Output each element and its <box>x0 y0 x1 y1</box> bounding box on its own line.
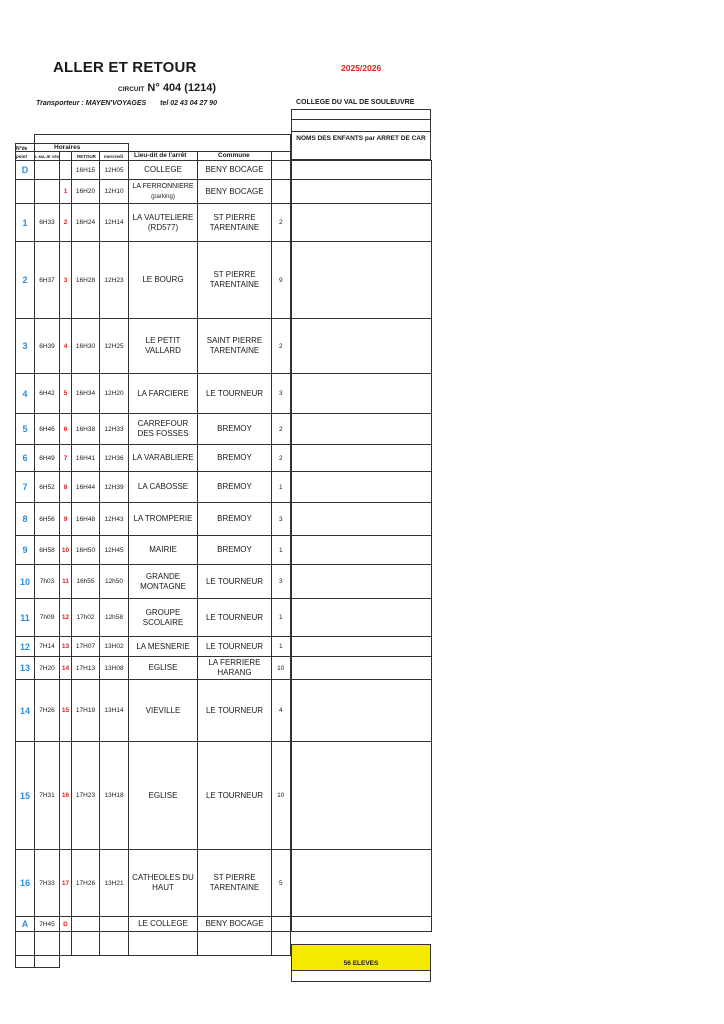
table-row <box>16 742 432 850</box>
order-number: 15 <box>60 680 72 742</box>
stop-number: 7 <box>16 472 35 503</box>
retour-time: 16H48 <box>72 503 100 536</box>
mercredi-time: 12H39 <box>100 472 129 503</box>
mercredi-time: 12H23 <box>100 242 129 319</box>
student-names <box>291 161 432 180</box>
aller-time: 7h03 <box>35 565 60 599</box>
empty-cell <box>100 956 129 968</box>
table-row <box>16 319 432 374</box>
mercredi-time: 13H21 <box>100 850 129 917</box>
table-row <box>16 472 432 503</box>
student-count: 10 <box>272 742 291 850</box>
empty-cell <box>72 956 100 968</box>
stop-location: LE BOURG <box>129 242 198 319</box>
commune: LE TOURNEUR <box>198 680 272 742</box>
mercredi-time: 12H05 <box>100 161 129 180</box>
commune: BENY BOCAGE <box>198 161 272 180</box>
stop-location: CATHEOLES DU HAUT <box>129 850 198 917</box>
table-row <box>16 536 432 565</box>
order-number: 11 <box>60 565 72 599</box>
aller-time: 6H56 <box>35 503 60 536</box>
commune: BREMOY <box>198 414 272 445</box>
student-names <box>291 319 432 374</box>
student-count: 1 <box>272 472 291 503</box>
mercredi-time: 12H14 <box>100 204 129 242</box>
students-bottom-box <box>291 971 431 982</box>
student-names <box>291 680 432 742</box>
stop-number: 11 <box>16 599 35 637</box>
stop-location: MAIRIE <box>129 536 198 565</box>
student-count: 4 <box>272 680 291 742</box>
empty-cell <box>60 932 72 956</box>
stop-location: COLLEGE <box>129 161 198 180</box>
aller-time: 6H33 <box>35 204 60 242</box>
aller-time: 7H20 <box>35 657 60 680</box>
mercredi-time: 13H18 <box>100 742 129 850</box>
col-mercredi: mercredi <box>104 154 124 159</box>
student-names <box>291 472 432 503</box>
student-count: 2 <box>272 204 291 242</box>
stop-location: GRANDE MONTAGNE <box>129 565 198 599</box>
student-count: 2 <box>272 445 291 472</box>
commune: LE TOURNEUR <box>198 742 272 850</box>
mercredi-time <box>100 917 129 932</box>
mercredi-time: 13H14 <box>100 680 129 742</box>
order-number: 14 <box>60 657 72 680</box>
student-names <box>291 637 432 657</box>
student-count: 1 <box>272 536 291 565</box>
mercredi-time: 12H45 <box>100 536 129 565</box>
student-count: 2 <box>272 319 291 374</box>
commune: ST PIERRE TARENTAINE <box>198 242 272 319</box>
aller-time: 6H52 <box>35 472 60 503</box>
college-name: COLLEGE DU VAL DE SOULEUVRE <box>296 99 415 106</box>
retour-time: 16H15 <box>72 161 100 180</box>
table-row <box>16 917 432 932</box>
order-number <box>60 161 72 180</box>
student-names <box>291 565 432 599</box>
student-names <box>291 204 432 242</box>
retour-time: 16H24 <box>72 204 100 242</box>
order-number: 1 <box>60 180 72 204</box>
document-title: ALLER ET RETOUR <box>53 59 197 76</box>
retour-time: 16H34 <box>72 374 100 414</box>
commune: SAINT PIERRE TARENTAINE <box>198 319 272 374</box>
col-lieu: Lieu-dit de l'arrêt <box>134 152 187 159</box>
empty-cell <box>72 932 100 956</box>
order-number: 8 <box>60 472 72 503</box>
empty-cell <box>198 956 272 968</box>
student-count <box>272 917 291 932</box>
stop-number: 14 <box>16 680 35 742</box>
transporter-phone: tel 02 43 04 27 90 <box>160 100 217 107</box>
retour-time: 17H23 <box>72 742 100 850</box>
students-header: NOMS DES ENFANTS par ARRET DE CAR <box>291 132 431 160</box>
mercredi-time: 12H10 <box>100 180 129 204</box>
retour-time: 16H20 <box>72 180 100 204</box>
stop-location: VIEVILLE <box>129 680 198 742</box>
student-count: 1 <box>272 637 291 657</box>
student-names <box>291 503 432 536</box>
student-count: 9 <box>272 242 291 319</box>
stop-number: 9 <box>16 536 35 565</box>
stop-number: A <box>16 917 35 932</box>
student-names <box>291 657 432 680</box>
col-no-sub: point <box>16 154 27 159</box>
circuit-prefix: CIRCUIT <box>118 86 145 93</box>
empty-cell <box>60 956 72 968</box>
student-names <box>291 180 432 204</box>
retour-time: 17H07 <box>72 637 100 657</box>
stop-location-detail: (parking) <box>151 193 175 200</box>
stop-number: 10 <box>16 565 35 599</box>
table-row <box>16 565 432 599</box>
retour-time: 16h55 <box>72 565 100 599</box>
student-names <box>291 242 432 319</box>
student-count: 2 <box>272 414 291 445</box>
table-row <box>16 242 432 319</box>
aller-time: 7H45 <box>35 917 60 932</box>
stop-number: 2 <box>16 242 35 319</box>
stop-location: CARREFOUR DES FOSSES <box>129 414 198 445</box>
commune: LA FERRIERE HARANG <box>198 657 272 680</box>
table-row <box>16 161 432 180</box>
empty-cell <box>129 932 198 956</box>
order-number: 10 <box>60 536 72 565</box>
commune: BREMOY <box>198 536 272 565</box>
table-row <box>16 850 432 917</box>
mercredi-time: 12H20 <box>100 374 129 414</box>
table-row <box>16 180 432 204</box>
stop-number: 6 <box>16 445 35 472</box>
retour-time: 17H19 <box>72 680 100 742</box>
header-lieu-edge <box>128 143 129 161</box>
retour-time: 16H41 <box>72 445 100 472</box>
retour-time: 16H38 <box>72 414 100 445</box>
students-top-box-2 <box>291 120 431 132</box>
header-top-line <box>35 134 291 135</box>
transporter-name: Transporteur : MAYEN'VOYAGES <box>36 100 147 107</box>
circuit-number <box>118 82 216 94</box>
stop-location: EGLISE <box>129 657 198 680</box>
stop-location: LE PETIT VALLARD <box>129 319 198 374</box>
stop-number <box>16 180 35 204</box>
student-names <box>291 414 432 445</box>
student-names <box>291 536 432 565</box>
aller-time: 6H39 <box>35 319 60 374</box>
commune: LE TOURNEUR <box>198 374 272 414</box>
aller-time <box>35 180 60 204</box>
commune: BREMOY <box>198 503 272 536</box>
aller-time <box>35 161 60 180</box>
student-count: 1 <box>272 599 291 637</box>
empty-cell <box>100 932 129 956</box>
stop-location: LA MESNERIE <box>129 637 198 657</box>
table-row-empty <box>16 932 432 956</box>
table-row <box>16 680 432 742</box>
school-year: 2025/2026 <box>341 63 382 73</box>
col-retour: RETOUR <box>77 154 96 159</box>
mercredi-time: 13H02 <box>100 637 129 657</box>
table-row <box>16 503 432 536</box>
order-number: 5 <box>60 374 72 414</box>
table-row <box>16 599 432 637</box>
student-count <box>272 161 291 180</box>
stop-number: 3 <box>16 319 35 374</box>
empty-cell <box>35 932 60 956</box>
empty-cell <box>272 932 291 956</box>
order-number: 7 <box>60 445 72 472</box>
aller-time: 6H37 <box>35 242 60 319</box>
commune: LE TOURNEUR <box>198 565 272 599</box>
student-count: 3 <box>272 503 291 536</box>
commune: LE TOURNEUR <box>198 599 272 637</box>
col-horaires: Horaires <box>54 144 81 151</box>
table-row <box>16 204 432 242</box>
stop-number: 8 <box>16 503 35 536</box>
retour-time: 16H28 <box>72 242 100 319</box>
stops-table <box>15 160 432 968</box>
stop-location: GROUPE SCOLAIRE <box>129 599 198 637</box>
stop-location: LE COLLEGE <box>129 917 198 932</box>
mercredi-time: 12h58 <box>100 599 129 637</box>
order-number: 12 <box>60 599 72 637</box>
empty-cell <box>35 956 60 968</box>
student-names <box>291 374 432 414</box>
mercredi-time: 12h50 <box>100 565 129 599</box>
aller-time: 7H31 <box>35 742 60 850</box>
commune: ST PIERRE TARENTAINE <box>198 850 272 917</box>
stop-location: LA FERRONNIERE (parking) <box>129 180 198 204</box>
retour-time <box>72 917 100 932</box>
circuit-number-value: N° 404 (1214) <box>147 82 217 94</box>
commune: BENY BOCAGE <box>198 180 272 204</box>
col-commune: Commune <box>218 152 250 159</box>
student-names <box>291 742 432 850</box>
student-names <box>291 599 432 637</box>
student-names <box>291 917 432 932</box>
retour-time: 17h02 <box>72 599 100 637</box>
order-number: 17 <box>60 850 72 917</box>
order-number: 6 <box>60 414 72 445</box>
stop-location: LA TROMPERIE <box>129 503 198 536</box>
order-number: 13 <box>60 637 72 657</box>
commune: LE TOURNEUR <box>198 637 272 657</box>
table-row <box>16 657 432 680</box>
aller-time: 6H46 <box>35 414 60 445</box>
student-count <box>272 180 291 204</box>
empty-cell <box>198 932 272 956</box>
commune: BREMOY <box>198 472 272 503</box>
commune: BREMOY <box>198 445 272 472</box>
order-number: 3 <box>60 242 72 319</box>
aller-time: 6H58 <box>35 536 60 565</box>
student-names <box>291 445 432 472</box>
mercredi-time: 12H43 <box>100 503 129 536</box>
table-row <box>16 374 432 414</box>
order-number: D <box>60 917 72 932</box>
student-names <box>291 850 432 917</box>
retour-time: 17H26 <box>72 850 100 917</box>
order-number: 4 <box>60 319 72 374</box>
student-count: 10 <box>272 657 291 680</box>
stop-number: 13 <box>16 657 35 680</box>
commune: ST PIERRE TARENTAINE <box>198 204 272 242</box>
empty-cell <box>272 956 291 968</box>
order-number: 2 <box>60 204 72 242</box>
mercredi-time: 12H33 <box>100 414 129 445</box>
commune: BENY BOCAGE <box>198 917 272 932</box>
table-row-empty <box>16 956 432 968</box>
empty-cell <box>16 932 35 956</box>
stop-number: 4 <box>16 374 35 414</box>
retour-time: 16H50 <box>72 536 100 565</box>
retour-time: 16H30 <box>72 319 100 374</box>
table-row <box>16 414 432 445</box>
stop-number: 1 <box>16 204 35 242</box>
students-top-box <box>291 109 431 120</box>
col-lun-ven: L MA JE VEN <box>35 154 60 159</box>
col-no: N°de <box>16 146 28 152</box>
stop-number: D <box>16 161 35 180</box>
student-count: 3 <box>272 374 291 414</box>
student-count: 5 <box>272 850 291 917</box>
student-count: 3 <box>272 565 291 599</box>
aller-time: 6H49 <box>35 445 60 472</box>
mercredi-time: 12H36 <box>100 445 129 472</box>
stop-number: 15 <box>16 742 35 850</box>
empty-cell <box>16 956 35 968</box>
stop-location: LA VAUTELIERE (RD577) <box>129 204 198 242</box>
aller-time: 7h09 <box>35 599 60 637</box>
order-number: 16 <box>60 742 72 850</box>
table-row <box>16 637 432 657</box>
retour-time: 16H44 <box>72 472 100 503</box>
stop-location: LA CABOSSE <box>129 472 198 503</box>
aller-time: 7H26 <box>35 680 60 742</box>
table-row <box>16 445 432 472</box>
stop-number: 12 <box>16 637 35 657</box>
aller-time: 7H14 <box>35 637 60 657</box>
stop-number: 16 <box>16 850 35 917</box>
stop-number: 5 <box>16 414 35 445</box>
stop-location: EGLISE <box>129 742 198 850</box>
transporter-info <box>36 100 217 107</box>
empty-cell <box>129 956 198 968</box>
stop-location: LA VARABLIERE <box>129 445 198 472</box>
mercredi-time: 12H25 <box>100 319 129 374</box>
aller-time: 7H33 <box>35 850 60 917</box>
retour-time: 17H13 <box>72 657 100 680</box>
aller-time: 6H42 <box>35 374 60 414</box>
students-total: 56 ELEVES <box>291 944 431 971</box>
order-number: 9 <box>60 503 72 536</box>
mercredi-time: 13H08 <box>100 657 129 680</box>
stop-location: LA FARCIERE <box>129 374 198 414</box>
